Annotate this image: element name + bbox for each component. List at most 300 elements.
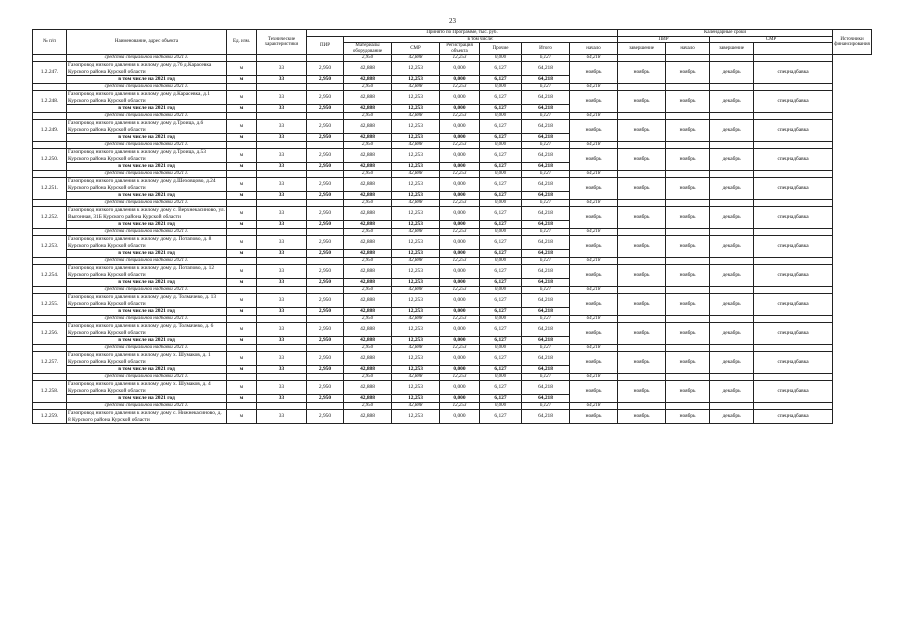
row-total: 64,218 — [522, 178, 570, 192]
row-smr-end: декабрь — [710, 323, 754, 345]
sum-smr: 12,253 — [392, 163, 440, 171]
row-tech: 33 — [257, 381, 307, 395]
srs-smr: 12,253 — [440, 316, 480, 323]
sum-registration: 0,000 — [440, 308, 480, 316]
srs-empty — [754, 258, 833, 265]
srs-empty — [710, 229, 754, 236]
row-pir-end: ноябрь — [618, 62, 666, 84]
sum-other: 6,127 — [480, 308, 522, 316]
srs-empty — [618, 229, 666, 236]
srs-empty — [33, 287, 67, 294]
row-smr-end: декабрь — [710, 294, 754, 316]
object-name: Газопровод низкого давления к жилому дому с. Нижнекасиново, д. 8 Курского района Курской области — [67, 410, 227, 424]
srs-empty — [754, 287, 833, 294]
row-registration: 0,000 — [440, 207, 480, 221]
row-materials: 42,888 — [344, 207, 392, 221]
row-smr-end: декабрь — [710, 149, 754, 171]
row-smr-start: ноябрь — [666, 236, 710, 258]
object-row — [33, 178, 872, 192]
srs-pir: 2,950 — [344, 403, 392, 410]
srs-registration: 0,000 — [480, 374, 522, 381]
col-program: Принято по Программе, тыс. руб. — [307, 30, 618, 37]
srs-empty — [666, 113, 710, 120]
sum-unit: м — [227, 163, 257, 171]
sum-other: 6,127 — [480, 221, 522, 229]
srs-label: средства специальной надбавки 2021 г. — [67, 171, 227, 178]
row-smr: 12,253 — [392, 294, 440, 308]
srs-smr: 12,253 — [440, 142, 480, 149]
object-row — [33, 265, 872, 279]
sum-other: 6,127 — [480, 279, 522, 287]
row-unit: м — [227, 91, 257, 105]
srs-empty — [257, 258, 307, 265]
srs-pir: 2,950 — [344, 142, 392, 149]
srs-other: 6,127 — [522, 403, 570, 410]
srs-empty — [227, 316, 257, 323]
row-number: 1.2.254. — [33, 265, 67, 287]
row-pir: 2,950 — [307, 149, 344, 163]
row-total: 64,218 — [522, 352, 570, 366]
row-pir-end: ноябрь — [618, 294, 666, 316]
sum-total: 64,218 — [522, 279, 570, 287]
sum-smr: 12,253 — [392, 308, 440, 316]
srs-smr: 12,253 — [440, 171, 480, 178]
srs-empty — [227, 171, 257, 178]
row-smr-end: декабрь — [710, 410, 754, 424]
row-other: 6,127 — [480, 294, 522, 308]
row-unit: м — [227, 381, 257, 395]
row-tech: 33 — [257, 120, 307, 134]
row-registration: 0,000 — [440, 62, 480, 76]
row-source: спецнадбавка — [754, 91, 833, 113]
row-source: спецнадбавка — [754, 294, 833, 316]
srs-materials: 42,888 — [392, 287, 440, 294]
sum-total: 64,218 — [522, 308, 570, 316]
row-tech: 33 — [257, 236, 307, 250]
srs-empty — [754, 345, 833, 352]
srs-label: средства специальной надбавки 2021 г. — [67, 258, 227, 265]
sum-materials: 42,888 — [344, 308, 392, 316]
row-pir-start: ноябрь — [570, 91, 618, 113]
row-smr-start: ноябрь — [666, 62, 710, 84]
row-smr-end: декабрь — [710, 381, 754, 403]
srs-pir: 2,950 — [344, 345, 392, 352]
srs-registration: 0,000 — [480, 258, 522, 265]
srs-empty — [227, 345, 257, 352]
srs-empty — [227, 287, 257, 294]
srs-pir: 2,950 — [344, 171, 392, 178]
sum-pir: 2,950 — [307, 192, 344, 200]
row-tech: 33 — [257, 352, 307, 366]
sum-total: 64,218 — [522, 337, 570, 345]
srs-registration: 0,000 — [480, 316, 522, 323]
row-tech: 33 — [257, 91, 307, 105]
row-number: 1.2.252. — [33, 207, 67, 229]
sum-other: 6,127 — [480, 134, 522, 142]
srs-total: 64,218 — [570, 403, 618, 410]
srs-label: средства специальной надбавки 2021 г. — [67, 200, 227, 207]
srs-empty — [666, 345, 710, 352]
row-materials: 42,888 — [344, 62, 392, 76]
sum-total: 64,218 — [522, 76, 570, 84]
srs-label: средства специальной надбавки 2021 г. — [67, 113, 227, 120]
srs-empty — [227, 229, 257, 236]
row-source: спецнадбавка — [754, 207, 833, 229]
srs-empty — [666, 84, 710, 91]
row-registration: 0,000 — [440, 294, 480, 308]
srs-empty — [666, 258, 710, 265]
row-unit: м — [227, 120, 257, 134]
sum-tech: 33 — [257, 395, 307, 403]
srs-empty — [307, 403, 344, 410]
sum-total: 64,218 — [522, 192, 570, 200]
sum-materials: 42,888 — [344, 221, 392, 229]
row-registration: 0,000 — [440, 178, 480, 192]
row-total: 64,218 — [522, 62, 570, 76]
row-tech: 33 — [257, 410, 307, 424]
srs-empty — [666, 171, 710, 178]
row-source: спецнадбавка — [754, 352, 833, 374]
srs-empty — [307, 84, 344, 91]
srs-empty — [257, 345, 307, 352]
srs-empty — [754, 403, 833, 410]
srs-total: 64,218 — [570, 171, 618, 178]
row-other: 6,127 — [480, 178, 522, 192]
row-pir: 2,950 — [307, 410, 344, 424]
row-materials: 42,888 — [344, 294, 392, 308]
sum-total: 64,218 — [522, 163, 570, 171]
object-name: Газопровод низкого давления к жилому дому д. Потапово, д. 8 Курского района Курской области — [67, 236, 227, 250]
srs-smr: 12,253 — [440, 55, 480, 62]
row-number: 1.2.251. — [33, 178, 67, 200]
srs-row — [33, 374, 872, 381]
sum-other: 6,127 — [480, 395, 522, 403]
col-name: Наименование, адрес объекта — [67, 30, 227, 55]
row-pir-end: ноябрь — [618, 120, 666, 142]
row-smr: 12,253 — [392, 236, 440, 250]
srs-empty — [710, 258, 754, 265]
srs-empty — [754, 316, 833, 323]
sum-tech: 33 — [257, 163, 307, 171]
srs-pir: 2,950 — [344, 84, 392, 91]
row-smr-start: ноябрь — [666, 120, 710, 142]
srs-other: 6,127 — [522, 287, 570, 294]
sum-smr: 12,253 — [392, 366, 440, 374]
row-other: 6,127 — [480, 207, 522, 221]
row-materials: 42,888 — [344, 91, 392, 105]
srs-empty — [710, 403, 754, 410]
srs-empty — [307, 316, 344, 323]
row-smr-start: ноябрь — [666, 323, 710, 345]
srs-mat: 42,888 — [392, 55, 440, 62]
srs-smr: 12,253 — [440, 287, 480, 294]
sum-materials: 42,888 — [344, 76, 392, 84]
row-smr: 12,253 — [392, 149, 440, 163]
sum-other: 6,127 — [480, 250, 522, 258]
sum-unit: м — [227, 134, 257, 142]
row-unit: м — [227, 323, 257, 337]
srs-total: 64,218 — [570, 113, 618, 120]
object-row — [33, 91, 872, 105]
row-other: 6,127 — [480, 149, 522, 163]
srs-registration: 0,000 — [480, 200, 522, 207]
col-tech: Технические характеристики — [257, 30, 307, 55]
sum-tech: 33 — [257, 134, 307, 142]
srs-pir: 2,950 — [344, 374, 392, 381]
sum-smr: 12,253 — [392, 221, 440, 229]
srs-smr: 12,253 — [440, 345, 480, 352]
sum-materials: 42,888 — [344, 395, 392, 403]
row-source: спецнадбавка — [754, 323, 833, 345]
srs-empty — [666, 374, 710, 381]
srs-empty — [33, 316, 67, 323]
sum-unit: м — [227, 279, 257, 287]
srs-empty — [618, 374, 666, 381]
srs-pir: 2,950 — [344, 258, 392, 265]
row-smr-start: ноябрь — [666, 410, 710, 424]
row-materials: 42,888 — [344, 352, 392, 366]
srs-other: 6,127 — [522, 374, 570, 381]
sum-other: 6,127 — [480, 337, 522, 345]
year-sum-label: в том числе на 2021 год — [67, 366, 227, 374]
srs-materials: 42,888 — [392, 84, 440, 91]
srs-empty — [618, 171, 666, 178]
program-table — [32, 29, 872, 424]
srs-empty — [33, 374, 67, 381]
srs-label: средства специальной надбавки 2021 г. — [67, 345, 227, 352]
sum-registration: 0,000 — [440, 337, 480, 345]
srs-row — [33, 171, 872, 178]
row-number: 1.2.255. — [33, 294, 67, 316]
sum-pir: 2,950 — [307, 250, 344, 258]
row-pir-start: ноябрь — [570, 294, 618, 316]
object-name: Газопровод низкого давления к жилому дому д.76 д.Карасевка Курского района Курской области — [67, 62, 227, 76]
row-pir-end: ноябрь — [618, 323, 666, 345]
col-source: Источники финансирования — [833, 30, 872, 55]
srs-empty — [33, 258, 67, 265]
sum-other: 6,127 — [480, 163, 522, 171]
sum-registration: 0,000 — [440, 134, 480, 142]
row-smr: 12,253 — [392, 323, 440, 337]
srs-total: 64,218 — [570, 84, 618, 91]
sum-unit: м — [227, 366, 257, 374]
row-number: 1.2.248. — [33, 91, 67, 113]
row-pir: 2,950 — [307, 323, 344, 337]
srs-row — [33, 316, 872, 323]
sum-total: 64,218 — [522, 105, 570, 113]
row-pir-end: ноябрь — [618, 207, 666, 229]
sum-registration: 0,000 — [440, 105, 480, 113]
row-source: спецнадбавка — [754, 120, 833, 142]
row-pir-start: ноябрь — [570, 265, 618, 287]
srs-other: 6,127 — [522, 171, 570, 178]
row-unit: м — [227, 410, 257, 424]
sum-pir: 2,950 — [307, 134, 344, 142]
srs-empty — [257, 171, 307, 178]
row-pir: 2,950 — [307, 265, 344, 279]
sum-pir: 2,950 — [307, 366, 344, 374]
sum-tech: 33 — [257, 192, 307, 200]
srs-total: 64,218 — [570, 374, 618, 381]
sum-registration: 0,000 — [440, 76, 480, 84]
row-other: 6,127 — [480, 62, 522, 76]
row-pir: 2,950 — [307, 381, 344, 395]
srs-empty — [307, 287, 344, 294]
srs-empty — [307, 345, 344, 352]
srs-total: 64,218 — [570, 142, 618, 149]
sum-tech: 33 — [257, 337, 307, 345]
row-smr: 12,253 — [392, 410, 440, 424]
row-pir-end: ноябрь — [618, 178, 666, 200]
row-smr-end: декабрь — [710, 207, 754, 229]
srs-empty — [710, 171, 754, 178]
sum-materials: 42,888 — [344, 134, 392, 142]
sum-tech: 33 — [257, 250, 307, 258]
object-row — [33, 149, 872, 163]
col-pir-start: начало — [570, 43, 618, 55]
row-smr-start: ноябрь — [666, 294, 710, 316]
row-smr-start: ноябрь — [666, 207, 710, 229]
row-other: 6,127 — [480, 323, 522, 337]
row-tech: 33 — [257, 294, 307, 308]
row-other: 6,127 — [480, 410, 522, 424]
row-unit: м — [227, 352, 257, 366]
srs-total: 64,218 — [570, 229, 618, 236]
srs-row — [33, 200, 872, 207]
srs-other: 6,127 — [522, 345, 570, 352]
srs-row — [33, 258, 872, 265]
row-total: 64,218 — [522, 410, 570, 424]
col-other: Прочие — [480, 43, 522, 55]
col-smr: СМР — [392, 43, 440, 55]
srs-empty — [227, 142, 257, 149]
row-smr-start: ноябрь — [666, 149, 710, 171]
object-row — [33, 410, 872, 424]
object-name: Газопровод низкого давления к жилому дому д.Троица, д.6 Курского района Курской области — [67, 120, 227, 134]
srs-materials: 42,888 — [392, 142, 440, 149]
sum-total: 64,218 — [522, 221, 570, 229]
srs-empty — [710, 287, 754, 294]
row-materials: 42,888 — [344, 236, 392, 250]
col-total: Итого — [522, 43, 570, 55]
row-registration: 0,000 — [440, 236, 480, 250]
srs-row — [33, 55, 872, 62]
sum-tech: 33 — [257, 105, 307, 113]
srs-label: средства специальной надбавки 2021 г. — [67, 287, 227, 294]
srs-empty — [307, 374, 344, 381]
row-materials: 42,888 — [344, 381, 392, 395]
row-pir-end: ноябрь — [618, 236, 666, 258]
row-pir: 2,950 — [307, 62, 344, 76]
row-materials: 42,888 — [344, 323, 392, 337]
row-tech: 33 — [257, 178, 307, 192]
sum-smr: 12,253 — [392, 250, 440, 258]
row-tech: 33 — [257, 62, 307, 76]
sum-total: 64,218 — [522, 366, 570, 374]
row-pir: 2,950 — [307, 207, 344, 221]
srs-total: 64,218 — [570, 287, 618, 294]
srs-label: средства специальной надбавки 2021 г. — [67, 316, 227, 323]
row-number: 1.2.250. — [33, 149, 67, 171]
sum-unit: м — [227, 221, 257, 229]
srs-empty — [710, 113, 754, 120]
srs-empty — [710, 374, 754, 381]
srs-empty — [618, 258, 666, 265]
row-total: 64,218 — [522, 294, 570, 308]
sum-registration: 0,000 — [440, 395, 480, 403]
row-registration: 0,000 — [440, 149, 480, 163]
srs-empty — [227, 84, 257, 91]
srs-smr: 12,253 — [440, 374, 480, 381]
srs-empty — [227, 258, 257, 265]
row-source: спецнадбавка — [754, 236, 833, 258]
row-smr-end: декабрь — [710, 352, 754, 374]
object-name: Газопровод низкого давления к жилому дому д.Шеховцово, д.24 Курского района Курской области — [67, 178, 227, 192]
year-sum-label: в том числе на 2021 год — [67, 279, 227, 287]
col-calendar: Календарные сроки — [618, 30, 833, 37]
sum-smr: 12,253 — [392, 395, 440, 403]
row-smr: 12,253 — [392, 178, 440, 192]
page-number: 23 — [449, 17, 456, 25]
col-pir: ПИР — [307, 36, 344, 55]
srs-empty — [257, 287, 307, 294]
row-materials: 42,888 — [344, 120, 392, 134]
srs-pir: 2,950 — [344, 113, 392, 120]
sum-registration: 0,000 — [440, 221, 480, 229]
object-name: Газопровод низкого давления к жилому дому д. Потапово, д. 12 Курского района Курской области — [67, 265, 227, 279]
srs-empty — [33, 345, 67, 352]
object-row — [33, 62, 872, 76]
srs-row — [33, 229, 872, 236]
srs-empty — [618, 403, 666, 410]
srs-empty — [33, 113, 67, 120]
row-pir-end: ноябрь — [618, 410, 666, 424]
srs-registration: 0,000 — [480, 142, 522, 149]
year-sum-label: в том числе на 2021 год — [67, 395, 227, 403]
row-source: спецнадбавка — [754, 149, 833, 171]
srs-label: средства специальной надбавки 2021 г. — [67, 55, 227, 62]
srs-row — [33, 403, 872, 410]
row-smr-end: декабрь — [710, 91, 754, 113]
row-source: спецнадбавка — [754, 410, 833, 424]
srs-empty — [618, 142, 666, 149]
srs-empty — [33, 171, 67, 178]
srs-total: 64,218 — [570, 258, 618, 265]
sum-pir: 2,950 — [307, 337, 344, 345]
sum-other: 6,127 — [480, 366, 522, 374]
row-total: 64,218 — [522, 381, 570, 395]
srs-empty — [754, 84, 833, 91]
row-tech: 33 — [257, 323, 307, 337]
row-total: 64,218 — [522, 120, 570, 134]
srs-empty — [307, 200, 344, 207]
srs-total: 64,218 — [570, 200, 618, 207]
row-materials: 42,888 — [344, 410, 392, 424]
sum-materials: 42,888 — [344, 105, 392, 113]
row-smr: 12,253 — [392, 265, 440, 279]
row-pir: 2,950 — [307, 352, 344, 366]
row-pir: 2,950 — [307, 294, 344, 308]
row-materials: 42,888 — [344, 265, 392, 279]
year-sum-label: в том числе на 2021 год — [67, 250, 227, 258]
srs-empty — [754, 229, 833, 236]
row-number: 1.2.247. — [33, 62, 67, 84]
row-registration: 0,000 — [440, 265, 480, 279]
srs-other: 6,127 — [522, 258, 570, 265]
row-pir: 2,950 — [307, 120, 344, 134]
srs-empty — [307, 171, 344, 178]
col-materials: Материалы оборудование — [344, 43, 392, 55]
